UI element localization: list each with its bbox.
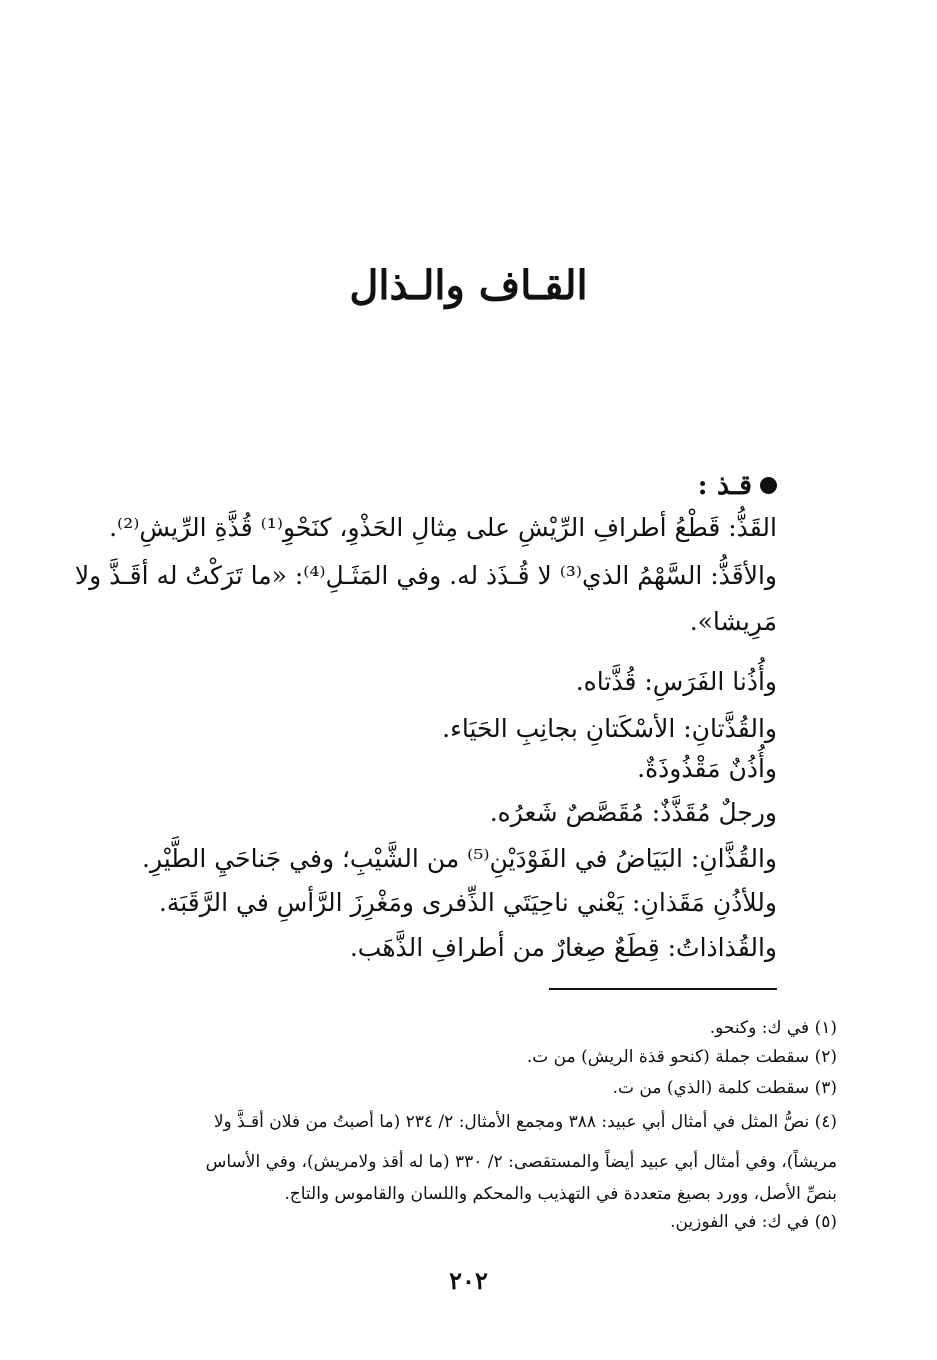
text-line: والقُذَّتانِ: الأسْكَتانِ بجانِبِ الحَيَاء. — [442, 714, 777, 743]
text-line: وللأذُنِ مَقَذانِ: يَعْني ناحِيَتَي الذِّفرى ومَغْرِزَ الرَّأسِ في الرَّقَبَة. — [158, 888, 777, 917]
text-line: والقُذَّانِ: البَيَاضُ في الفَوْدَيْنِ⁽⁵⁾ من الشَّيْبِ؛ وفي جَناحَيِ الطَّيْرِ. — [142, 844, 777, 873]
footnote: (٤) نصُّ المثل في أمثال أبي عبيد: ٣٨٨ ومجمع الأمثال: ٢/ ٢٣٤ (ما أصبتُ من فلان أقـذَّ ولا — [213, 1112, 837, 1132]
text-line: وأُذُنا الفَرَسِ: قُذَّتاه. — [575, 667, 777, 696]
bullet-icon — [760, 477, 777, 494]
footnote: (٣) سقطت كلمة (الذي) من ت. — [612, 1078, 837, 1098]
entry-heading — [698, 470, 777, 501]
page-number: ٢٠٢ — [449, 1266, 488, 1295]
footnote: (٢) سقطت جملة (كنحو قذة الريش) من ت. — [526, 1047, 837, 1067]
text-line: وأُذُنٌ مَقْذُوذَةٌ. — [637, 754, 777, 783]
footnote: (٥) في ك: في الفوزين. — [670, 1212, 837, 1232]
chapter-title: القـاف والـذال — [349, 262, 588, 309]
footnote-continuation: مريشاً)، وفي أمثال أبي عبيد أيضاً والمستقصى: ٢/ ٣٣٠ (ما له أقذ ولامريش)، وفي الأساس — [205, 1152, 837, 1172]
text-line: ورجلٌ مُقَذَّذٌ: مُقَصَّصٌ شَعرُه. — [489, 798, 777, 827]
text-line: القَذُّ: قَطْعُ أطرافِ الرِّيْشِ على مِثالِ الحَذْوِ، كنَحْوِ⁽¹⁾ قُذَّةِ الرِّيشِ⁽²⁾. — [109, 513, 777, 542]
entry-heading-text: قـذ : — [697, 470, 752, 501]
text-line: والقُذاذاتُ: قِطَعٌ صِغارٌ من أطرافِ الذَّهَب. — [349, 933, 777, 962]
footnote-continuation: بنصِّ الأصل، وورد بصيغ متعددة في التهذيب والمحكم واللسان والقاموس والتاج. — [284, 1184, 837, 1204]
footnote: (١) في ك: وكنحو. — [709, 1018, 837, 1038]
text-line: والأقَذُّ: السَّهْمُ الذي⁽³⁾ لا قُـذَذ له. وفي المَثَـلِ⁽⁴⁾: «ما تَرَكْتُ له أقَـذَّ ولا — [74, 561, 777, 590]
text-line: مَرِيشا». — [689, 607, 777, 636]
footnote-separator — [549, 988, 777, 990]
